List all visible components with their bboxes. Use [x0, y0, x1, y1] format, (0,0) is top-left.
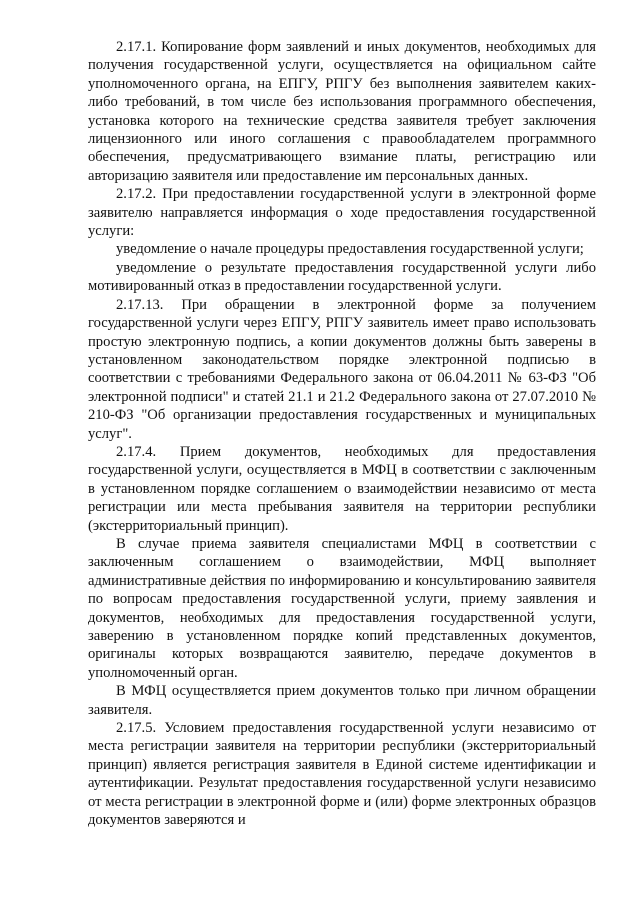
paragraph-2-17-13: 2.17.13. При обращении в электронной форме за получением государственной услуги через ЕПГУ, РПГУ заявитель имеет право использовать простую электронную подпись, а копии документов должны быть заверены в установленном законодательством порядке электронной подписью в соответствии с требованиями Федерального закона от 06.04.2011 № 63-ФЗ "Об электронной подписи" и статей 21.1 и 21.2 Федерального закона от 27.07.2010 № 210-ФЗ "Об организации предоставления государственных и муниципальных услуг". — [88, 296, 596, 442]
paragraph-mfc-reception: В случае приема заявителя специалистами МФЦ в соответствии с заключенным соглашением о взаимодействии, МФЦ выполняет административные действия по информированию и консультированию заявителя по вопросам предоставления государственной услуги, приему заявления и документов, необходимых для предоставления государственной услуги, заверению в установленном порядке копий представленных документов, оригиналы которых возвращаются заявителю, передаче документов в уполномоченный орган. — [88, 535, 596, 681]
paragraph-mfc-personal: В МФЦ осуществляется прием документов только при личном обращении заявителя. — [88, 683, 596, 718]
paragraph-2-17-4: 2.17.4. Прием документов, необходимых для предоставления государственной услуги, осуществляется в МФЦ в соответствии с заключенным в установленном порядке соглашением о взаимодействии независимо от места регистрации или места пребывания заявителя на территории республики (экстерриториальный принцип). — [88, 443, 596, 534]
paragraph-2-17-5: 2.17.5. Условием предоставления государственной услуги независимо от места регистрации заявителя на территории республики (экстерриториальный принцип) является регистрация заявителя в Единой системе идентификации и аутентификации. Результат предоставления государственной услуги независимо от места регистрации в электронной форме и (или) форме электронных образцов документов заверяются и — [88, 720, 596, 829]
paragraph-notice-result: уведомление о результате предоставления государственной услуги либо мотивированный отказ в предоставлении государственной услуги. — [88, 259, 596, 295]
paragraph-notice-start: уведомление о начале процедуры предоставления государственной услуги; — [116, 241, 584, 258]
paragraph-2-17-2: 2.17.2. При предоставлении государственной услуги в электронной форме заявителю направляется информация о ходе предоставления государственной услуги: — [88, 186, 596, 240]
paragraph-2-17-1: 2.17.1. Копирование форм заявлений и иных документов, необходимых для получения государственной услуги, осуществляется на официальном сайте уполномоченного органа, на ЕПГУ, РПГУ без выполнения заявителем каких-либо требований, в том числе без использования программного обеспечения, установка которого на технические средства заявителя требует заключения лицензионного или иного соглашения с правообладателем программного обеспечения, предусматривающего взимание платы, регистрацию или авторизацию заявителя или предоставление им персональных данных. — [88, 39, 596, 184]
